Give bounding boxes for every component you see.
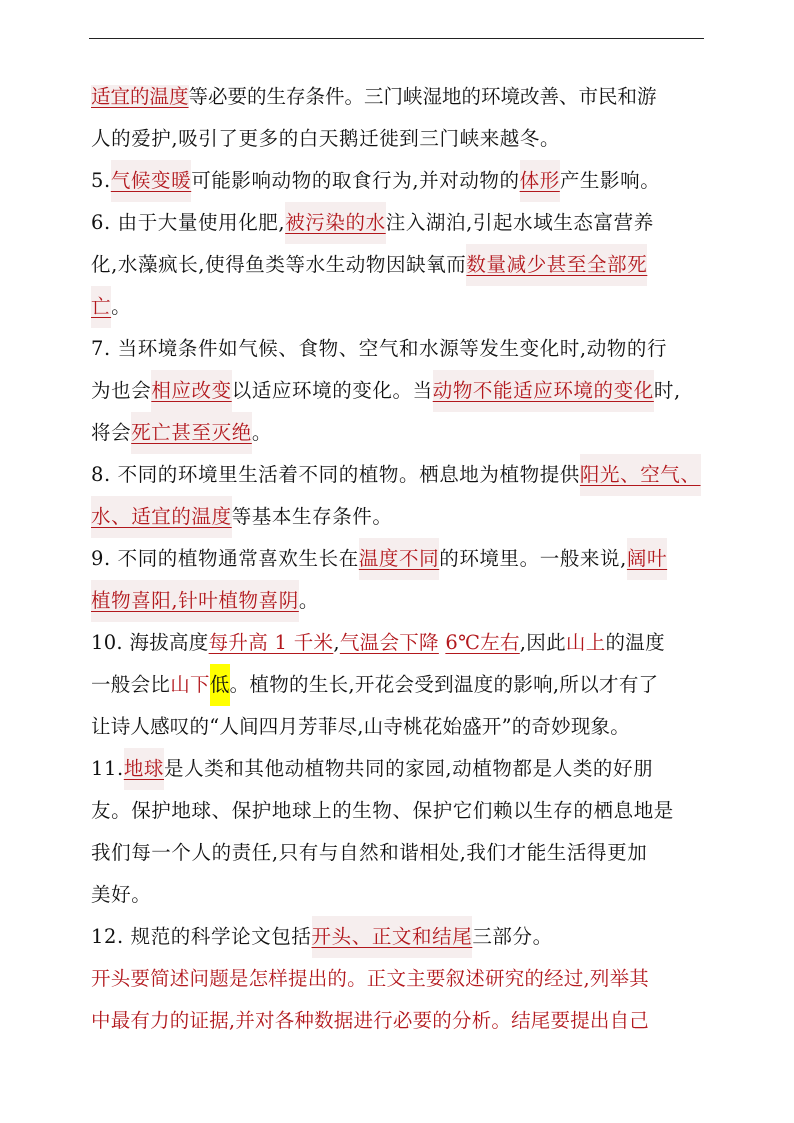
- text-span: 。: [298, 589, 319, 612]
- answer-paragraph-text: 开头要简述问题是怎样提出的。正文主要叙述研究的经过,列举其: [91, 967, 649, 990]
- answer-blank: 植物喜阳,针叶植物喜阴: [91, 580, 299, 622]
- answer-blank: 开头、正文和结尾: [312, 916, 473, 958]
- text-span: ,因此: [519, 631, 566, 654]
- text-span: 等必要的生存条件。三门峡湿地的环境改善、市民和游: [188, 85, 657, 108]
- item-12-answer-line-1: [91, 958, 705, 1000]
- item-10-line-3: [91, 706, 705, 748]
- item-9-line-1: [91, 538, 705, 580]
- highlighted-text: 低: [210, 664, 230, 706]
- answer-text: 山下: [170, 673, 210, 696]
- answer-blank: 每升高 1 千米: [208, 631, 334, 654]
- text-span: 7. 当环境条件如气候、食物、空气和水源等发生变化时,动物的行: [91, 337, 668, 360]
- item-8-line-2: [91, 496, 705, 538]
- text-span: 。: [111, 295, 132, 318]
- answer-blank: 温度不同: [359, 538, 439, 580]
- answer-blank: 阔叶: [627, 538, 667, 580]
- answer-blank: 体形: [520, 160, 560, 202]
- answer-blank: 6℃左右: [445, 631, 520, 654]
- document-body: [91, 76, 705, 1042]
- text-span: 将会: [91, 421, 132, 444]
- answer-blank: 被污染的水: [285, 202, 386, 244]
- item-6-line-2: [91, 244, 705, 286]
- text-span: 是人类和其他动植物共同的家园,动植物都是人类的好朋: [164, 757, 654, 780]
- text-span: 。植物的生长,开花会受到温度的影响,所以才有了: [229, 673, 659, 696]
- answer-blank: 水、适宜的温度: [91, 496, 232, 538]
- item-11-line-1: [91, 748, 705, 790]
- item-7-line-2: [91, 370, 705, 412]
- text-span: 让诗人感叹的“人间四月芳菲尽,山寺桃花始盛开”的奇妙现象。: [91, 715, 630, 738]
- answer-text: 山上: [565, 631, 606, 654]
- text-line-1: [91, 76, 705, 118]
- item-9-line-2: [91, 580, 705, 622]
- text-span: 。: [251, 421, 272, 444]
- answer-blank: 数量减少甚至全部死: [466, 244, 647, 286]
- item-7-line-3: [91, 412, 705, 454]
- text-span: 三部分。: [472, 925, 553, 948]
- answer-blank: 气候变暖: [111, 160, 191, 202]
- item-11-line-2: [91, 790, 705, 832]
- item-11-line-3: [91, 832, 705, 874]
- text-span: 12. 规范的科学论文包括: [91, 925, 312, 948]
- answer-blank: 地球: [124, 748, 164, 790]
- text-span: 注入湖泊,引起水域生态富营养: [385, 211, 654, 234]
- answer-blank: 动物不能适应环境的变化: [433, 370, 654, 412]
- item-7-line-1: [91, 328, 705, 370]
- item-12-answer-line-2: [91, 1000, 705, 1042]
- item-5-line: [91, 160, 705, 202]
- answer-blank: 适宜的温度: [91, 85, 189, 108]
- answer-blank: 阳光、空气、: [580, 454, 701, 496]
- item-6-line-3: [91, 286, 705, 328]
- text-span: 等基本生存条件。: [231, 505, 393, 528]
- text-span: 以适应环境的变化。当: [231, 379, 433, 402]
- answer-blank: 死亡甚至灭绝: [131, 412, 252, 454]
- text-span: 一般会比: [91, 673, 171, 696]
- text-span: 人的爱护,吸引了更多的白天鹅迁徙到三门峡来越冬。: [91, 127, 561, 150]
- text-span: 的环境里。一般来说,: [439, 547, 627, 570]
- text-span: 9. 不同的植物通常喜欢生长在: [91, 547, 359, 570]
- text-span: 友。保护地球、保护地球上的生物、保护它们赖以生存的栖息地是: [91, 799, 674, 822]
- answer-blank: 相应改变: [151, 370, 231, 412]
- text-span: 化,水藻疯长,使得鱼类等水生动物因缺氧而: [91, 253, 467, 276]
- text-line-2: [91, 118, 705, 160]
- answer-blank: 气温会下降: [339, 631, 439, 654]
- item-12-line-1: [91, 916, 705, 958]
- item-8-line-1: [91, 454, 705, 496]
- header-rule: [89, 38, 704, 39]
- item-6-line-1: [91, 202, 705, 244]
- text-span: 6. 由于大量使用化肥,: [91, 211, 286, 234]
- text-span: 产生影响。: [559, 169, 661, 192]
- answer-paragraph-text: 中最有力的证据,并对各种数据进行必要的分析。结尾要提出自己: [91, 1009, 649, 1032]
- text-span: 10. 海拔高度: [91, 631, 209, 654]
- text-span: ,: [333, 631, 340, 654]
- item-10-line-2: [91, 664, 705, 706]
- item-10-line-1: [91, 622, 705, 664]
- text-span: 的温度: [605, 631, 665, 654]
- item-number: 5.: [91, 169, 111, 192]
- text-span: 时,: [653, 379, 681, 402]
- answer-blank: 亡: [91, 286, 111, 328]
- item-number: 11.: [91, 757, 124, 780]
- text-span: 可能影响动物的取食行为,并对动物的: [191, 169, 520, 192]
- text-span: 8. 不同的环境里生活着不同的植物。栖息地为植物提供: [91, 463, 580, 486]
- text-span: 为也会: [91, 379, 152, 402]
- text-span: 美好。: [91, 883, 152, 906]
- item-11-line-4: [91, 874, 705, 916]
- text-span: 我们每一个人的责任,只有与自然和谐相处,我们才能生活得更加: [91, 841, 648, 864]
